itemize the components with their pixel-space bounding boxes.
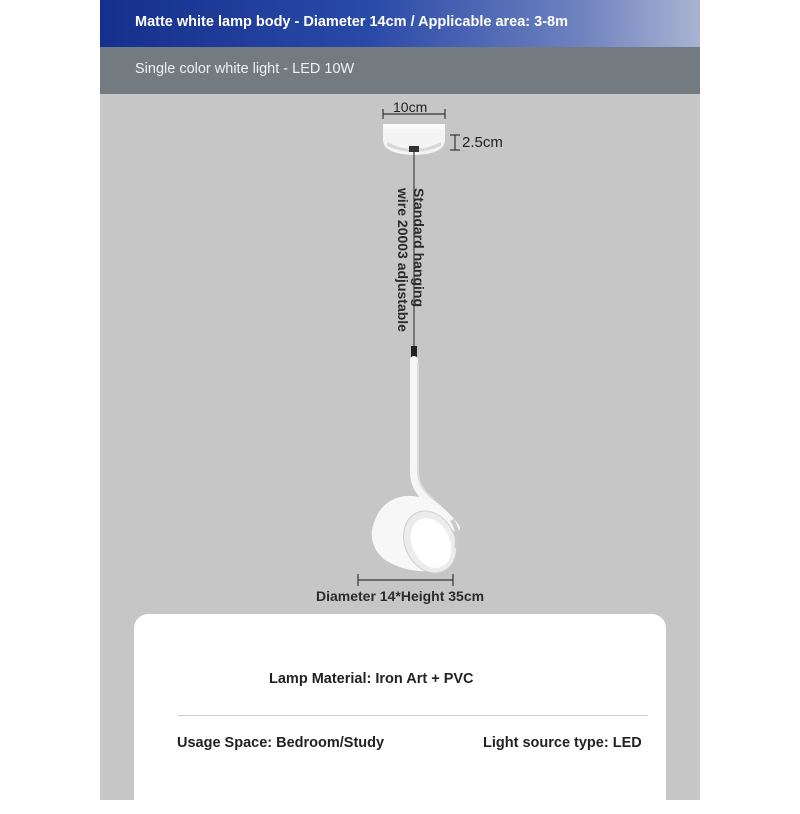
canopy-height-label: 2.5cm [462, 134, 503, 151]
spec-usage: Usage Space: Bedroom/Study [177, 735, 385, 751]
spec-card [134, 614, 666, 814]
wire-label [395, 188, 427, 332]
dimensions-label: Diameter 14*Height 35cm [316, 588, 485, 604]
header-line-2: Single color white light - LED 10W [135, 61, 355, 77]
spec-material: Lamp Material: Iron Art + PVC [269, 671, 474, 687]
wire-label-line-2: wire 20003 adjustable [395, 188, 411, 332]
canopy-width-label: 10cm [393, 99, 428, 115]
spec-light-source: Light source type: LED [483, 735, 642, 751]
spec-divider [178, 715, 648, 716]
lamp-head [372, 496, 466, 582]
wire-label-line-1: Standard hanging [411, 188, 427, 307]
lamp-canopy [383, 124, 445, 155]
header-line-1: Matte white lamp body - Diameter 14cm / Applicable area: 3-8m [135, 14, 568, 30]
diameter-dimension [358, 574, 453, 586]
canopy-height-dimension [450, 135, 460, 150]
